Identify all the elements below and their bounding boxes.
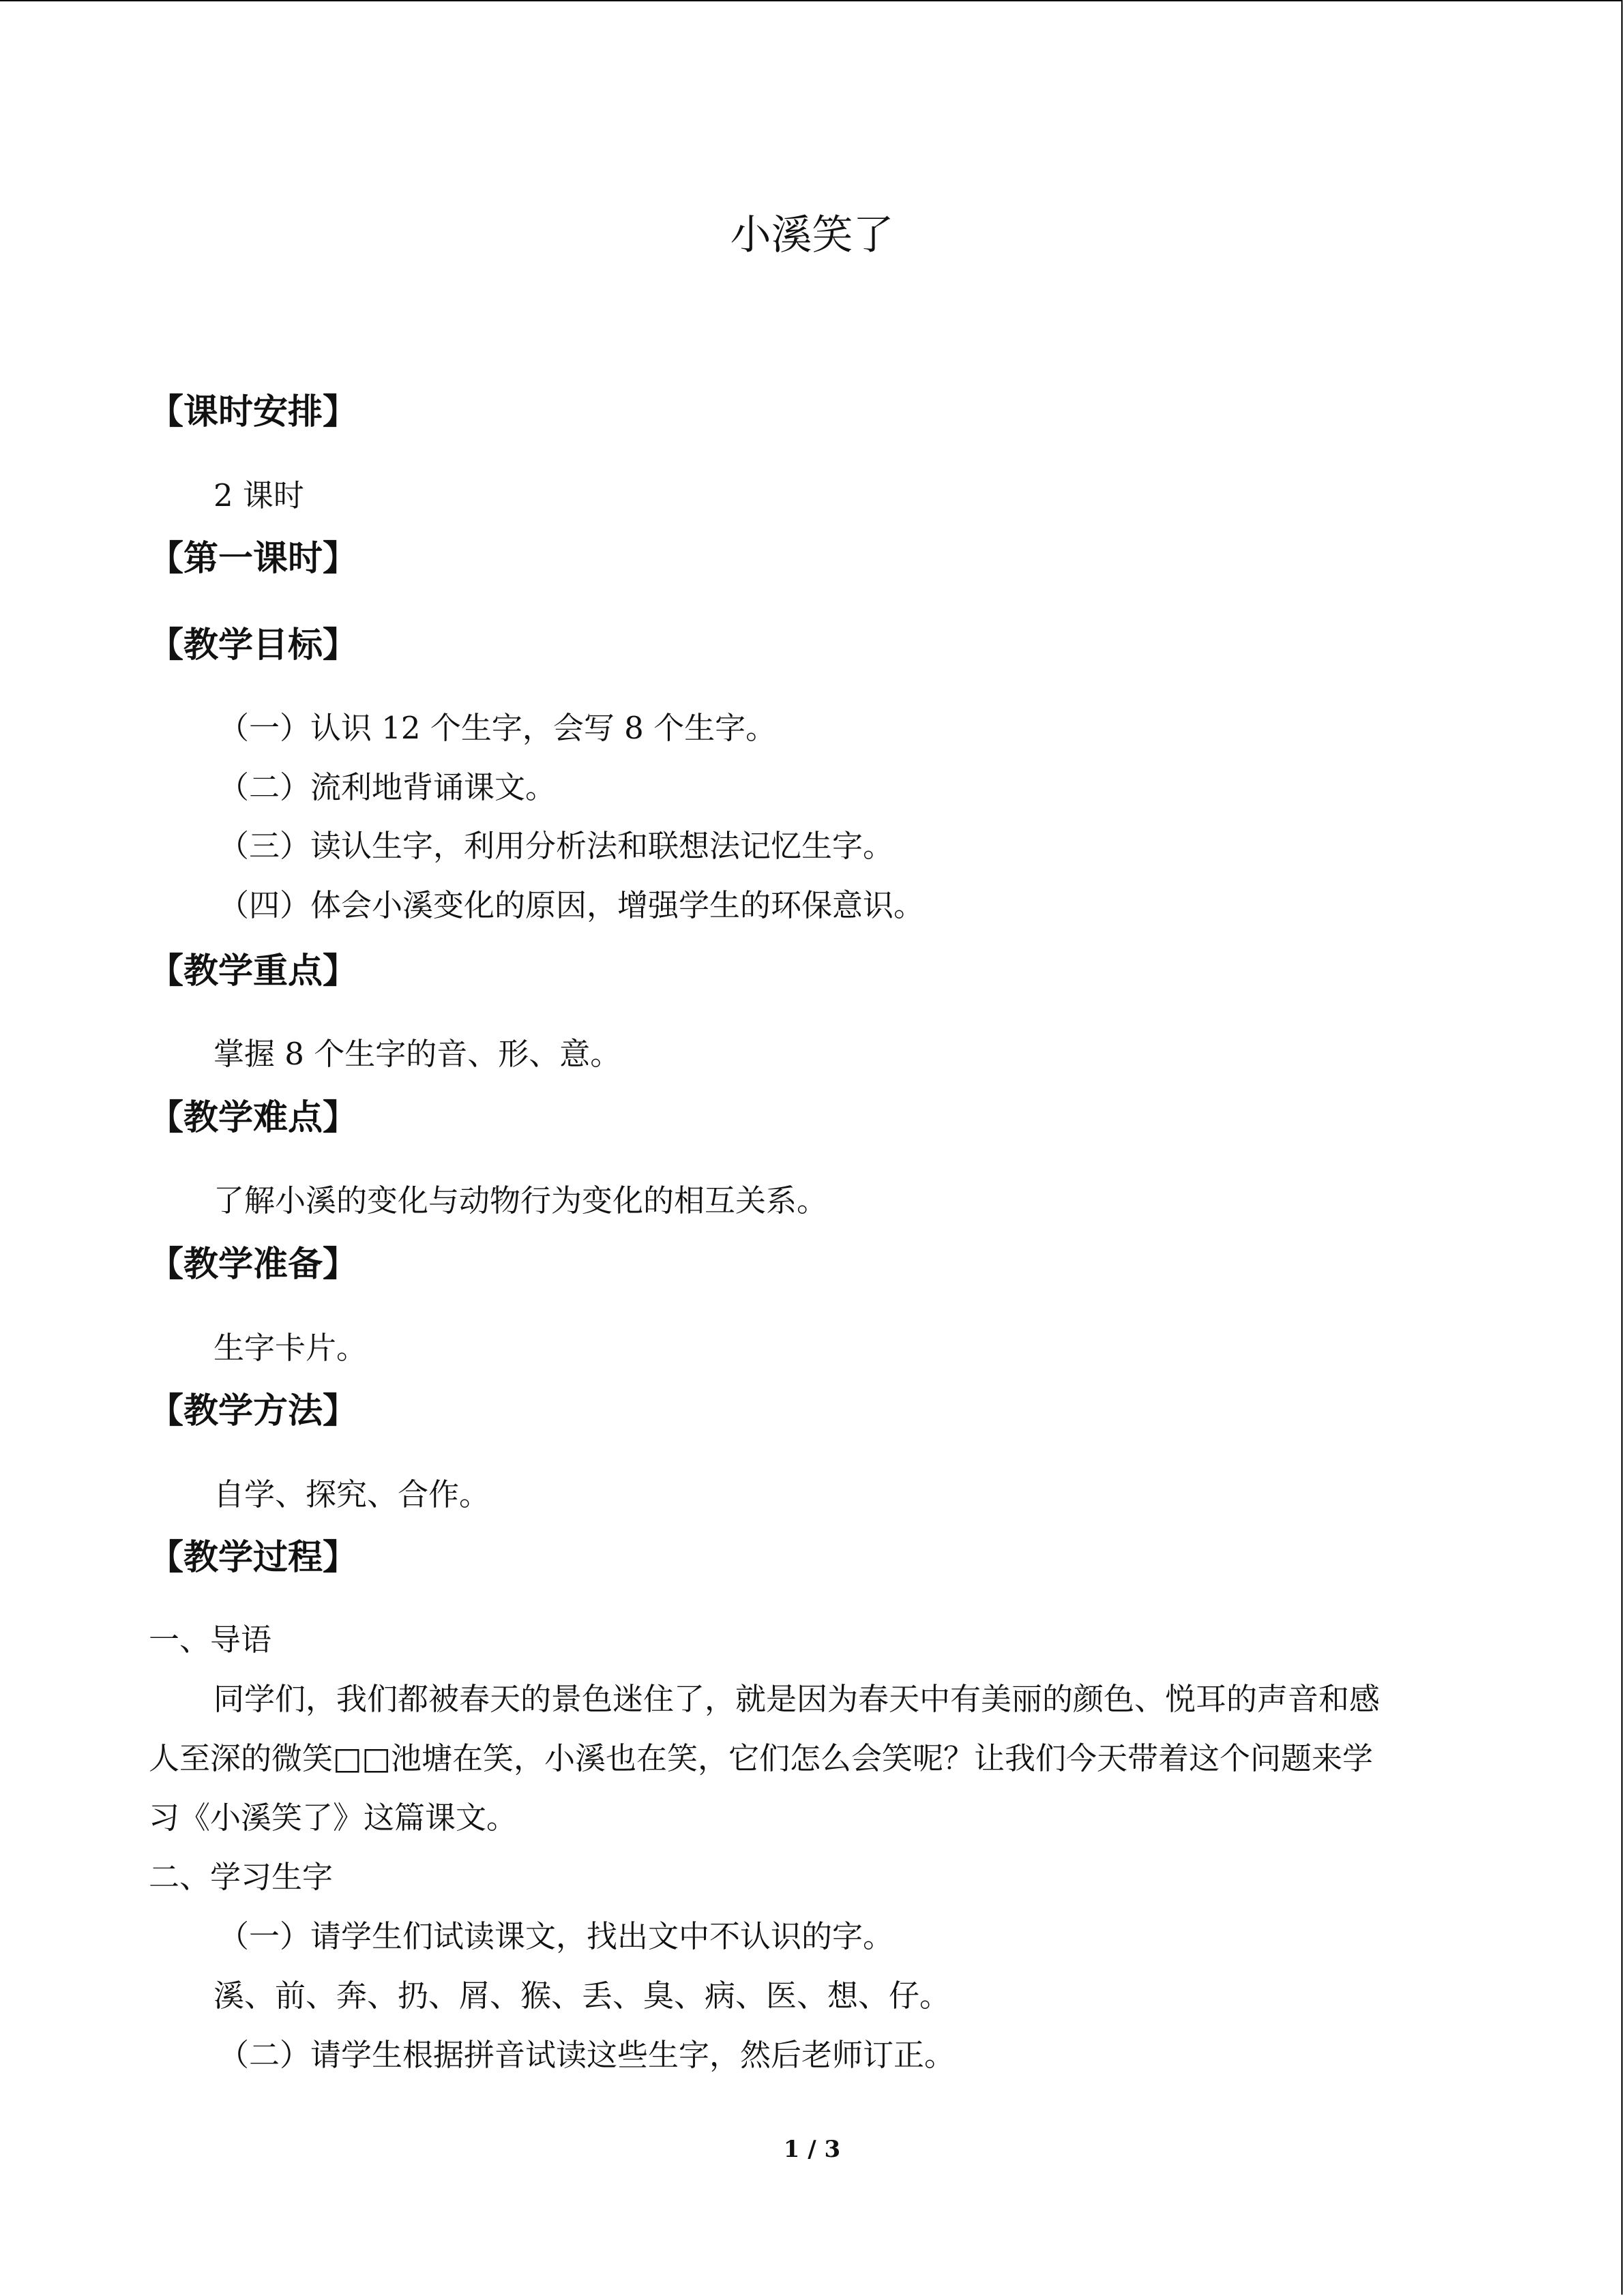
schedule-text: 2 课时 bbox=[213, 477, 304, 513]
heading-objectives: 【教学目标】 bbox=[149, 625, 358, 666]
methods-text: 自学、探究、合作。 bbox=[213, 1476, 490, 1512]
difficulties-text: 了解小溪的变化与动物行为变化的相互关系。 bbox=[213, 1182, 828, 1219]
objective-item: （二）流利地背诵课文。 bbox=[218, 769, 557, 805]
heading-key-points: 【教学重点】 bbox=[149, 951, 358, 992]
key-points-text: 掌握 8 个生字的音、形、意。 bbox=[213, 1036, 621, 1072]
section-title-intro: 一、导语 bbox=[149, 1622, 272, 1658]
characters-list: 溪、前、奔、扔、屑、猴、丢、臭、病、医、想、仔。 bbox=[213, 1978, 951, 2014]
heading-first-lesson: 【第一课时】 bbox=[149, 539, 358, 579]
heading-schedule: 【课时安排】 bbox=[149, 392, 358, 432]
section-title-characters: 二、学习生字 bbox=[149, 1859, 334, 1895]
heading-difficulties: 【教学难点】 bbox=[149, 1098, 358, 1138]
objective-item: （一）认识 12 个生字，会写 8 个生字。 bbox=[218, 710, 777, 746]
characters-step-line: （二）请学生根据拼音试读这些生字，然后老师订正。 bbox=[218, 2037, 956, 2073]
intro-paragraph-line: 同学们，我们都被春天的景色迷住了，就是因为春天中有美丽的颜色、悦耳的声音和感 bbox=[213, 1681, 1381, 1717]
heading-process: 【教学过程】 bbox=[149, 1538, 358, 1578]
characters-step-line: （一）请学生们试读课文，找出文中不认识的字。 bbox=[218, 1918, 894, 1954]
intro-paragraph-line: 习《小溪笑了》这篇课文。 bbox=[149, 1800, 518, 1836]
intro-paragraph-line: 人至深的微笑□□池塘在笑，小溪也在笑，它们怎么会笑呢？让我们今天带着这个问题来学 bbox=[149, 1740, 1374, 1776]
document-title: 小溪笑了 bbox=[730, 211, 894, 259]
preparation-text: 生字卡片。 bbox=[213, 1330, 368, 1366]
objective-item: （四）体会小溪变化的原因，增强学生的环保意识。 bbox=[218, 887, 925, 923]
heading-preparation: 【教学准备】 bbox=[149, 1244, 358, 1285]
objective-item: （三）读认生字，利用分析法和联想法记忆生字。 bbox=[218, 828, 894, 864]
heading-methods: 【教学方法】 bbox=[149, 1391, 358, 1431]
page-number: 1 / 3 bbox=[783, 2136, 841, 2163]
